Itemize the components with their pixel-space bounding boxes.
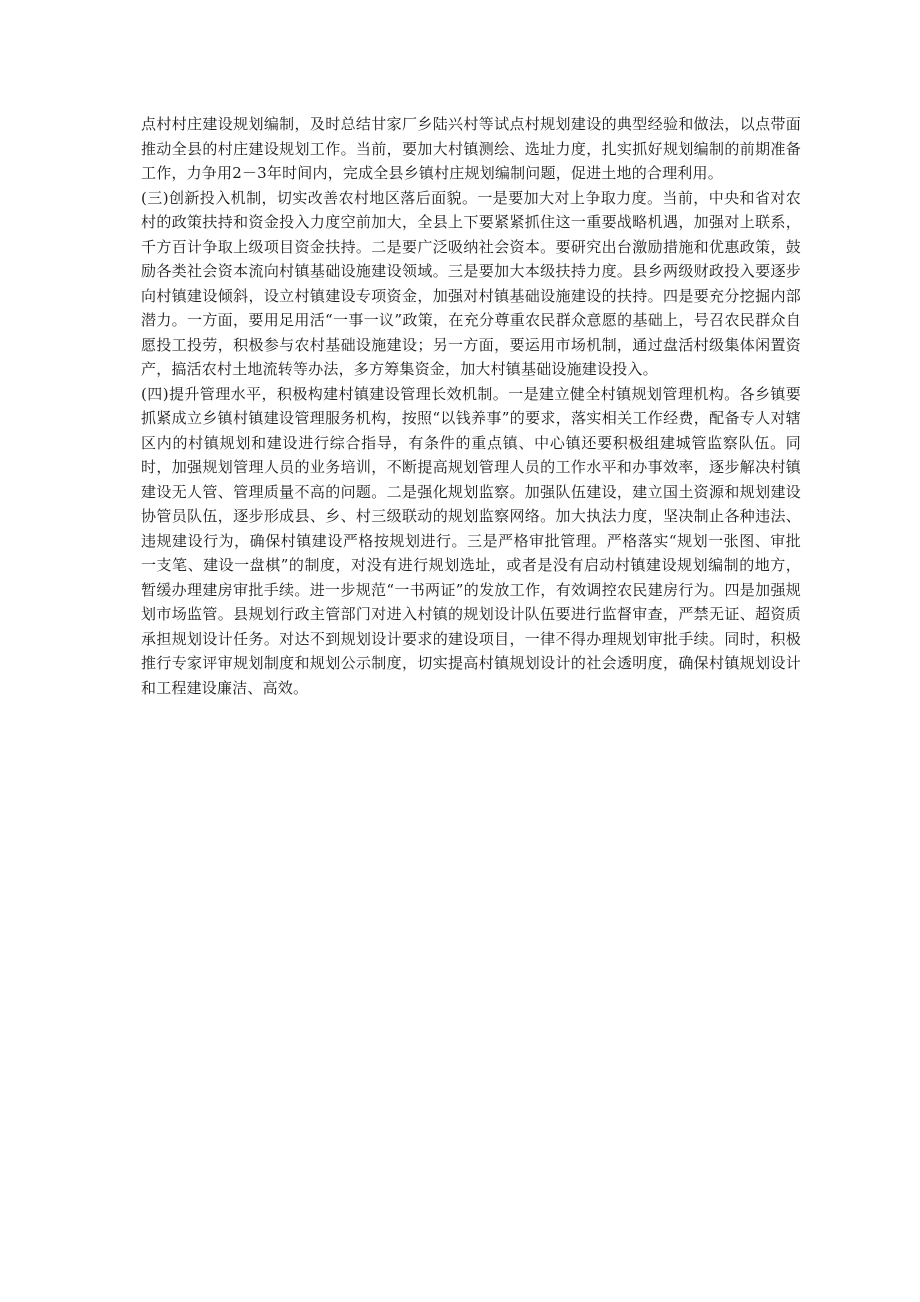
document-body — [141, 112, 801, 700]
paragraph-planning: 点村村庄建设规划编制，及时总结甘家厂乡陆兴村等试点村规划建设的典型经验和做法，以点带面推动全县的村庄建设规划工作。当前，要加大村镇测绘、选址力度，扎实抓好规划编制的前期准备工作，力争用2－3年时间内，完成全县乡镇村庄规划编制问题，促进土地的合理利用。 — [141, 115, 801, 182]
paragraph-investment-mechanism: (三)创新投入机制，切实改善农村地区落后面貌。一是要加大对上争取力度。当前，中央和省对农村的政策扶持和资金投入力度空前加大，全县上下要紧紧抓住这一重要战略机遇，加强对上联系，千方百计争取上级项目资金扶持。二是要广泛吸纳社会资本。要研究出台激励措施和优惠政策，鼓励各类社会资本流向村镇基础设施建设领域。三是要加大本级扶持力度。县乡两级财政投入要逐步向村镇建设倾斜，设立村镇建设专项资金，加强对村镇基础设施建设的扶持。四是要充分挖掘内部潜力。一方面，要用足用活“一事一议”政策，在充分尊重农民群众意愿的基础上，号召农民群众自愿投工投劳，积极参与农村基础设施建设；另一方面，要运用市场机制，通过盘活村级集体闲置资产，搞活农村土地流转等办法，多方筹集资金，加大村镇基础设施建设投入。 — [141, 188, 801, 378]
paragraph-management-level: (四)提升管理水平，积极构建村镇建设管理长效机制。一是建立健全村镇规划管理机构。各乡镇要抓紧成立乡镇村镇建设管理服务机构，按照“以钱养事”的要求，落实相关工作经费，配备专人对辖区内的村镇规划和建设进行综合指导，有条件的重点镇、中心镇还要积极组建城管监察队伍。同时，加强规划管理人员的业务培训，不断提高规划管理人员的工作水平和办事效率，逐步解决村镇建设无人管、管理质量不高的问题。二是强化规划监察。加强队伍建设，建立国土资源和规划建设协管员队伍，逐步形成县、乡、村三级联动的规划监察网络。加大执法力度，坚决制止各种违法、违规建设行为，确保村镇建设严格按规划进行。三是严格审批管理。严格落实“规划一张图、审批一支笔、建设一盘棋”的制度，对没有进行规划选址，或者是没有启动村镇建设规划编制的地方，暂缓办理建房审批手续。进一步规范“一书两证”的发放工作，有效调控农民建房行为。四是加强规划市场监管。县规划行政主管部门对进入村镇的规划设计队伍要进行监督审查，严禁无证、超资质承担规划设计任务。对达不到规划设计要求的建设项目，一律不得办理规划审批手续。同时，积极推行专家评审规划制度和规划公示制度，切实提高村镇规划设计的社会透明度，确保村镇规划设计和工程建设廉洁、高效。 — [141, 384, 801, 697]
